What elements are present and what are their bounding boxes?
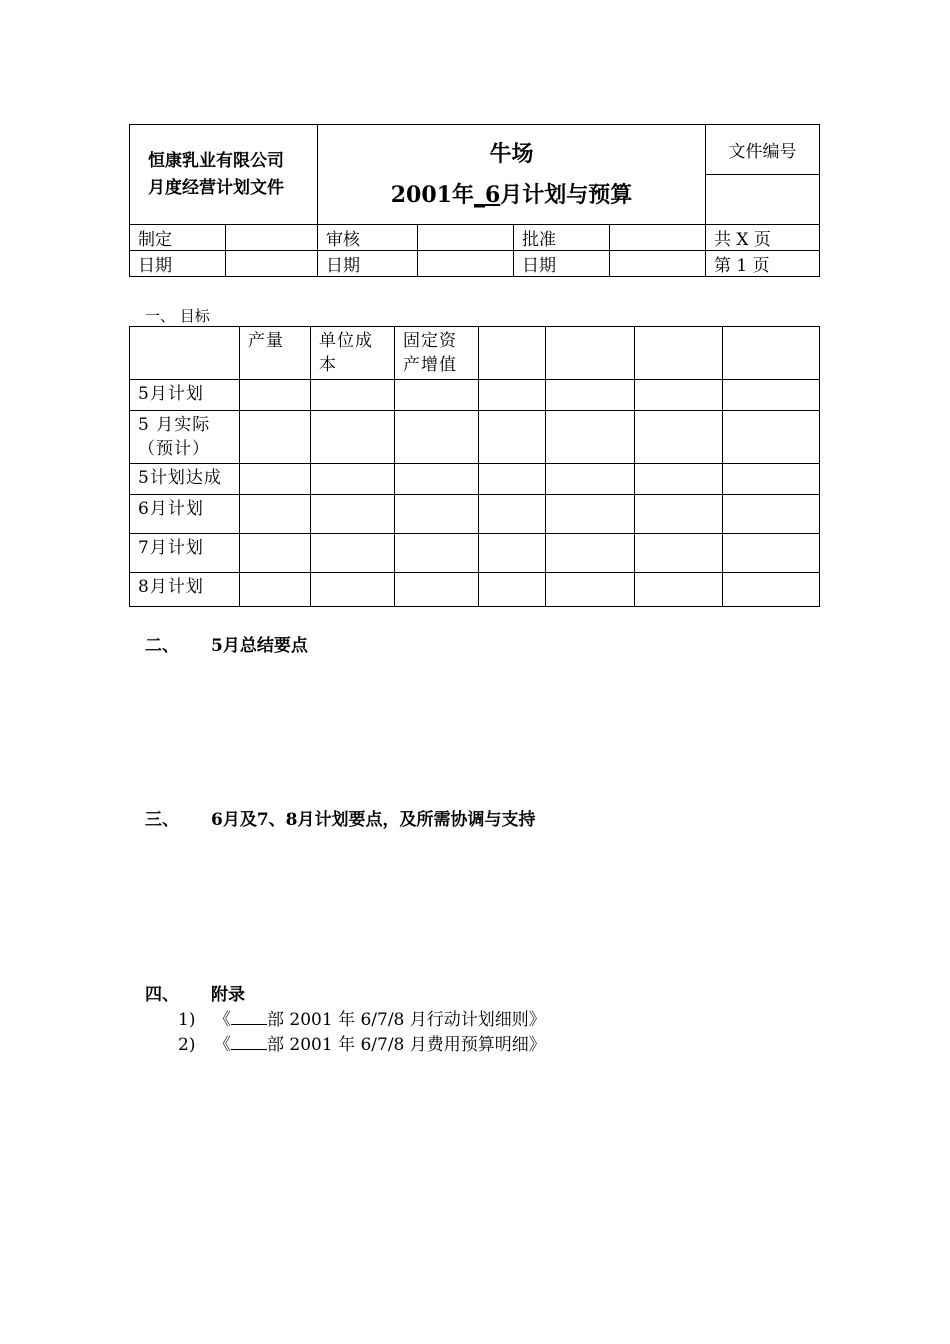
table-cell xyxy=(240,464,311,495)
table-cell xyxy=(723,380,820,411)
table-cell xyxy=(723,411,820,464)
table-cell xyxy=(311,464,395,495)
row-label: 7月计划 xyxy=(130,534,240,573)
appendix-item-text: 部 2001 年 6/7/8 月行动计划细则》 xyxy=(267,1010,546,1030)
table-cell xyxy=(240,411,311,464)
document-type: 月度经营计划文件 xyxy=(148,177,284,198)
appendix-item-text: 部 2001 年 6/7/8 月费用预算明细》 xyxy=(267,1035,546,1055)
table-cell xyxy=(546,464,635,495)
approved-date-label: 日期 xyxy=(514,251,610,277)
reviewed-by-value xyxy=(418,225,514,251)
table-cell xyxy=(240,495,311,534)
table-row xyxy=(130,573,820,607)
table-cell xyxy=(546,411,635,464)
table-cell xyxy=(395,534,479,573)
table-cell xyxy=(546,534,635,573)
table-cell xyxy=(395,495,479,534)
table-cell xyxy=(723,464,820,495)
table-cell xyxy=(546,380,635,411)
table-cell xyxy=(635,411,723,464)
table-cell xyxy=(723,534,820,573)
row-label: 5月计划 xyxy=(130,380,240,411)
table-row xyxy=(130,495,820,534)
table-cell xyxy=(479,411,546,464)
row-label: 8月计划 xyxy=(130,573,240,607)
doc-number-value xyxy=(706,175,820,225)
section2-heading xyxy=(145,631,308,656)
table-cell xyxy=(635,534,723,573)
table-row xyxy=(130,534,820,573)
column-header xyxy=(546,327,635,380)
document-header-table xyxy=(129,124,820,277)
table-cell xyxy=(635,495,723,534)
plan-title-year: 2001年 xyxy=(390,182,474,208)
reviewed-date-label: 日期 xyxy=(318,251,418,277)
company-name: 恒康乳业有限公司 xyxy=(148,150,284,171)
approved-by-value xyxy=(610,225,706,251)
appendix-blank xyxy=(231,1010,267,1025)
appendix-item xyxy=(178,1005,546,1030)
column-header: 固定资产增值 xyxy=(395,327,479,380)
table-cell xyxy=(395,411,479,464)
total-pages: 共 X 页 xyxy=(706,225,820,251)
table-row xyxy=(130,464,820,495)
table-cell xyxy=(395,464,479,495)
table-cell xyxy=(546,495,635,534)
plan-title-month: 6 xyxy=(484,182,501,208)
section4-title: 附录 xyxy=(211,985,245,1005)
table-cell xyxy=(311,380,395,411)
section4-heading xyxy=(145,980,245,1005)
section3-number: 三、 xyxy=(145,810,179,830)
table-cell xyxy=(723,495,820,534)
plan-title-underline: _ xyxy=(473,182,485,208)
column-header xyxy=(723,327,820,380)
table-cell xyxy=(311,573,395,607)
appendix-item-open: 《 xyxy=(214,1010,231,1030)
section2-number: 二、 xyxy=(145,636,179,656)
targets-header-row xyxy=(130,327,820,380)
row-label: 5计划达成 xyxy=(130,464,240,495)
table-cell xyxy=(311,495,395,534)
column-header xyxy=(635,327,723,380)
table-cell xyxy=(546,573,635,607)
table-cell xyxy=(311,534,395,573)
dept-title: 牛场 xyxy=(489,142,534,167)
prepared-by-label: 制定 xyxy=(130,225,226,251)
prepared-by-value xyxy=(226,225,318,251)
targets-table xyxy=(129,326,820,607)
table-cell xyxy=(240,534,311,573)
table-cell xyxy=(395,380,479,411)
table-cell xyxy=(479,534,546,573)
table-cell xyxy=(635,464,723,495)
table-cell xyxy=(240,573,311,607)
table-row xyxy=(130,380,820,411)
row-label: 5 月实际（预计） xyxy=(130,411,240,464)
column-header xyxy=(130,327,240,380)
plan-title-rest: 月计划与预算 xyxy=(500,182,633,208)
appendix-item-number: 2) xyxy=(178,1035,196,1055)
table-cell xyxy=(723,573,820,607)
section3-title: 6月及7、8月计划要点，及所需协调与支持 xyxy=(211,810,536,830)
table-cell xyxy=(395,573,479,607)
table-cell xyxy=(479,573,546,607)
section3-heading xyxy=(145,805,536,830)
approved-date-value xyxy=(610,251,706,277)
section2-title: 5月总结要点 xyxy=(211,636,308,656)
appendix-item-open: 《 xyxy=(214,1035,231,1055)
table-cell xyxy=(311,411,395,464)
company-cell xyxy=(130,125,318,225)
appendix-blank xyxy=(231,1035,267,1050)
appendix-item-number: 1) xyxy=(178,1010,196,1030)
column-header: 产量 xyxy=(240,327,311,380)
table-cell xyxy=(635,380,723,411)
column-header xyxy=(479,327,546,380)
table-cell xyxy=(240,380,311,411)
reviewed-by-label: 审核 xyxy=(318,225,418,251)
approved-by-label: 批准 xyxy=(514,225,610,251)
table-row xyxy=(130,411,820,464)
table-cell xyxy=(479,464,546,495)
appendix-item xyxy=(178,1030,546,1055)
column-header: 单位成本 xyxy=(311,327,395,380)
table-cell xyxy=(479,380,546,411)
section1-label: 一、 目标 xyxy=(145,307,210,325)
row-label: 6月计划 xyxy=(130,495,240,534)
reviewed-date-value xyxy=(418,251,514,277)
doc-number-label: 文件编号 xyxy=(706,125,820,175)
table-cell xyxy=(479,495,546,534)
plan-title xyxy=(318,178,705,209)
title-cell xyxy=(318,125,706,225)
prepared-date-value xyxy=(226,251,318,277)
page-number: 第 1 页 xyxy=(706,251,820,277)
prepared-date-label: 日期 xyxy=(130,251,226,277)
table-cell xyxy=(635,573,723,607)
section4-number: 四、 xyxy=(145,985,179,1005)
